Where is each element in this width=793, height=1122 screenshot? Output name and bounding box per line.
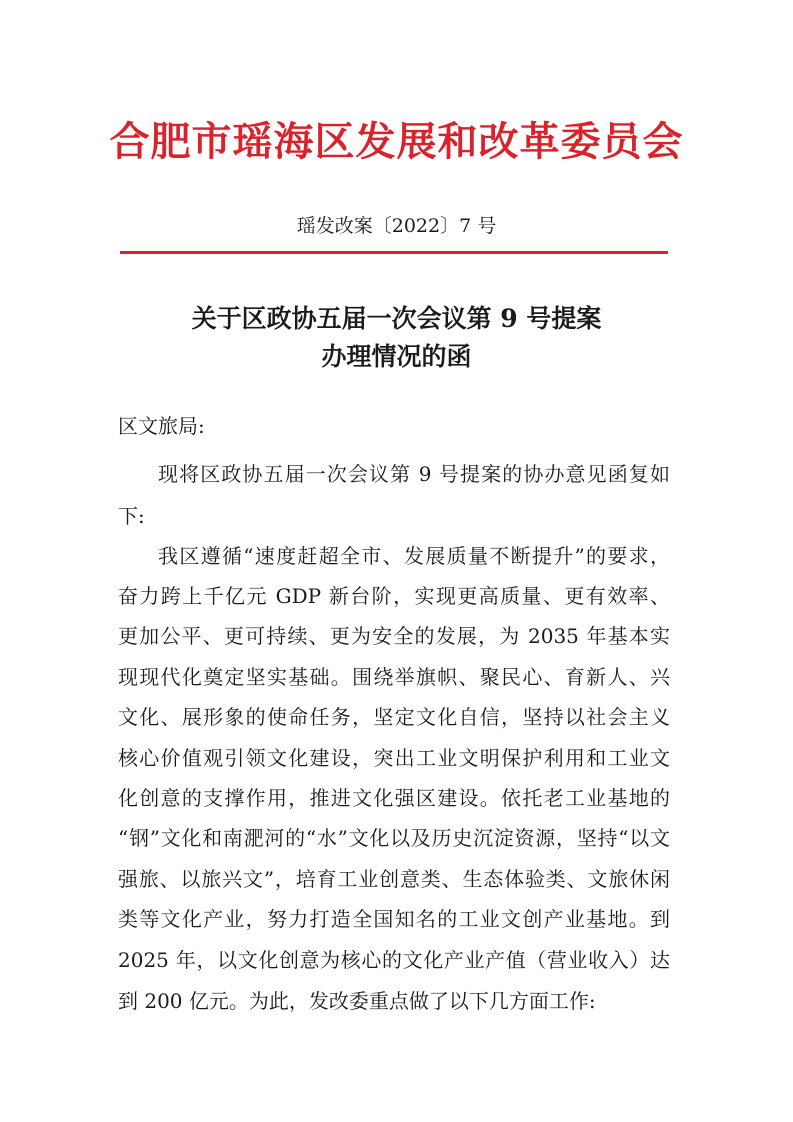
body-line: 我区遵循“速度赶超全市、发展质量不断提升”的要求， — [158, 544, 670, 568]
body-line: 现现代化奠定坚实基础。围绕举旗帜、聚民心、育新人、兴 — [118, 665, 670, 689]
agency-letterhead: 合肥市瑶海区发展和改革委员会 — [109, 119, 684, 165]
body-line: 文化、展形象的使命任务，坚定文化自信，坚持以社会主义 — [118, 705, 670, 729]
body-line: 下: — [118, 504, 145, 528]
document-number: 瑶发改案〔2022〕7 号 — [296, 215, 497, 237]
body-line: 类等文化产业，努力打造全国知名的工业文创产业基地。到 — [118, 907, 670, 931]
body-line: 奋力跨上千亿元 GDP 新台阶，实现更高质量、更有效率、 — [118, 584, 670, 608]
body-line: 核心价值观引领文化建设，突出工业文明保护利用和工业文 — [118, 746, 670, 770]
body-line: 到 200 亿元。为此，发改委重点做了以下几方面工作: — [118, 989, 596, 1013]
body-line: 更加公平、更可持续、更为安全的发展，为 2035 年基本实 — [118, 624, 670, 648]
body-line: 2025 年，以文化创意为核心的文化产业产值（营业收入）达 — [118, 948, 670, 972]
body-line: 化创意的支撑作用，推进文化强区建设。依托老工业基地的 — [118, 786, 670, 810]
body-line: “钢”文化和南淝河的“水”文化以及历史沉淀资源，坚持“以文 — [118, 826, 670, 850]
letter-title-line-2: 办理情况的函 — [321, 342, 472, 371]
letter-title-line-1: 关于区政协五届一次会议第 9 号提案 — [191, 304, 602, 333]
body-line: 强旅、以旅兴文”，培育工业创意类、生态体验类、文旅休闲 — [118, 867, 670, 891]
body-line: 现将区政协五届一次会议第 9 号提案的协办意见函复如 — [158, 462, 670, 486]
red-separator-rule — [120, 251, 668, 254]
recipient-salutation: 区文旅局: — [118, 414, 205, 438]
